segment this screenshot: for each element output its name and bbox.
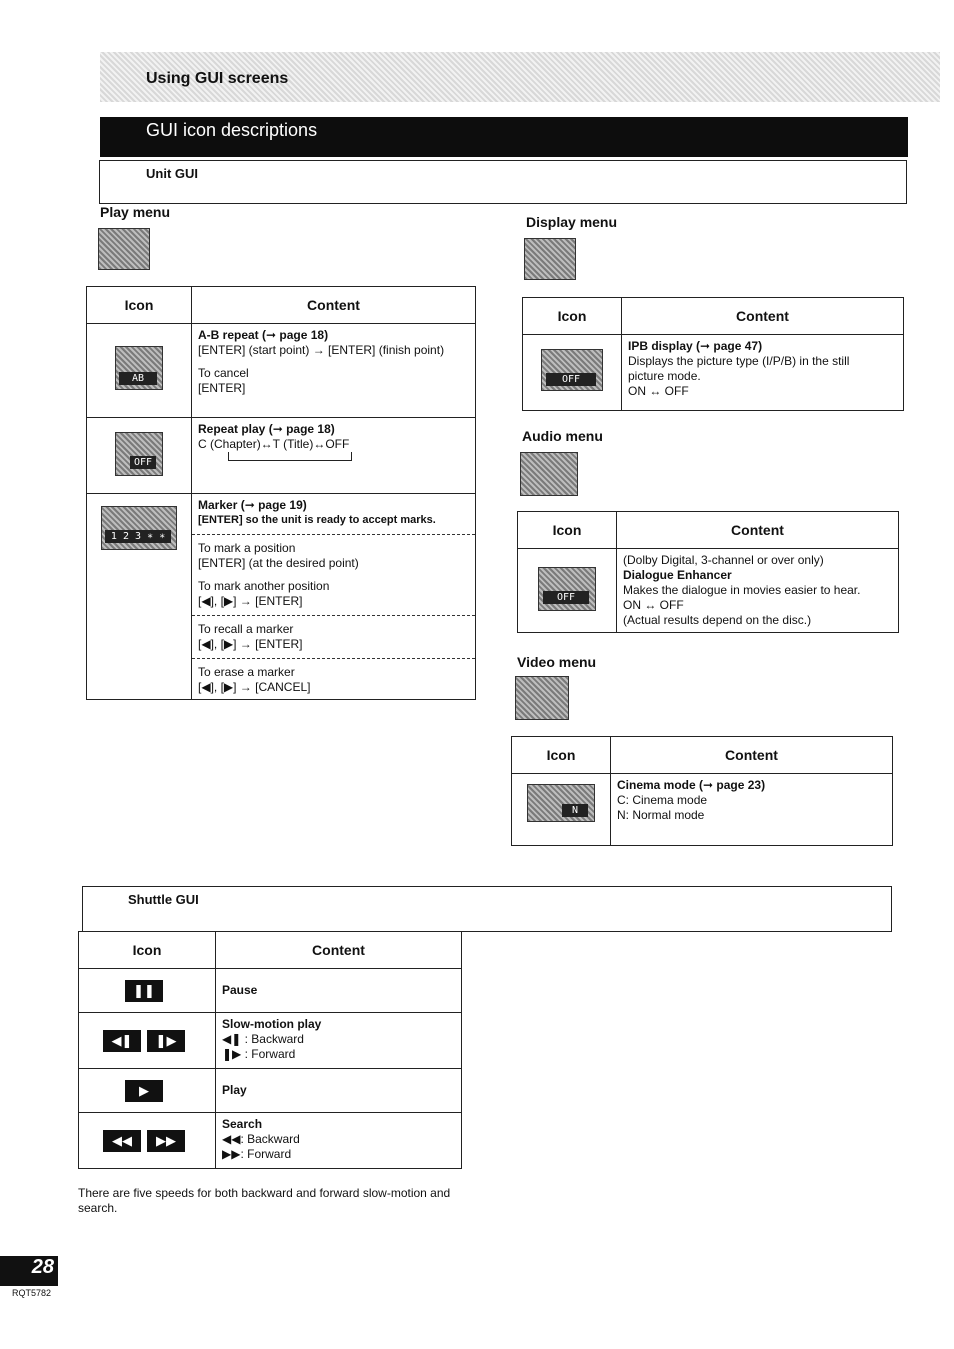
- fast-forward-icon: ▶▶: [147, 1130, 185, 1152]
- row-line: (Dolby Digital, 3-channel or over only): [623, 553, 824, 567]
- audio-menu-icon: [520, 452, 578, 496]
- content-cell: [192, 324, 476, 418]
- step-key: [◀], [▶] → [ENTER]: [198, 594, 303, 608]
- section-title: GUI icon descriptions: [146, 120, 318, 140]
- play-menu-icon: [98, 228, 150, 270]
- row-line: picture mode.: [628, 369, 701, 383]
- pause-icon: ❚❚: [125, 980, 163, 1002]
- slow-backward-icon: ◀❚: [103, 1030, 141, 1052]
- row-line: C (Chapter)↔T (Title)↔OFF: [198, 437, 350, 451]
- step-label: To mark a position: [198, 541, 296, 555]
- display-menu-table: [522, 297, 904, 411]
- row-line: (Actual results depend on the disc.): [623, 613, 812, 627]
- row-line: Makes the dialogue in movies easier to hear.: [623, 583, 861, 597]
- row-line: [ENTER]: [198, 381, 246, 395]
- ab-repeat-icon: [115, 346, 163, 390]
- repeat-play-icon: [115, 432, 163, 476]
- icon-cell: [79, 1069, 216, 1113]
- slow-forward-icon: ❚▶: [147, 1030, 185, 1052]
- content-header: Content: [216, 932, 462, 969]
- row-title: Pause: [222, 983, 258, 997]
- row-line: C: Cinema mode: [617, 793, 708, 807]
- step-key: [◀], [▶] → [ENTER]: [198, 637, 303, 651]
- content-cell: [617, 549, 899, 633]
- content-header: Content: [622, 298, 904, 335]
- video-menu-icon: [515, 676, 569, 720]
- step-label: To recall a marker: [198, 622, 294, 636]
- icon-cell: [79, 1013, 216, 1069]
- icon-header: Icon: [87, 287, 192, 324]
- page-number: 28: [0, 1256, 58, 1286]
- play-menu-title: Play menu: [100, 204, 171, 220]
- loop-bracket: [228, 452, 352, 461]
- content-cell: [216, 969, 462, 1013]
- row-title: IPB display (➞ page 47): [628, 339, 763, 353]
- icon-cell: [518, 549, 617, 633]
- ipb-display-icon: [541, 349, 603, 391]
- marker-chip: 1 2 3 ∗ ∗: [105, 530, 171, 543]
- cinema-mode-icon: [527, 784, 595, 822]
- ab-chip: AB: [119, 372, 157, 385]
- row-line: N: Normal mode: [617, 808, 705, 822]
- dialogue-enhancer-icon: [538, 567, 596, 611]
- off-chip: OFF: [543, 591, 589, 604]
- model-code: RQT5782: [12, 1288, 52, 1298]
- row-line: [ENTER] (start point) → [ENTER] (finish point): [198, 343, 445, 357]
- row-title: Repeat play (➞ page 18): [198, 422, 335, 436]
- row-title: Search: [222, 1117, 263, 1131]
- row-line: ◀◀: Backward: [222, 1132, 300, 1146]
- row-title: Play: [222, 1083, 247, 1097]
- step-key: [◀], [▶] → [CANCEL]: [198, 680, 311, 694]
- footnote: There are five speeds for both backward and forward slow-motion and search.: [78, 1186, 451, 1215]
- icon-cell: [87, 494, 192, 700]
- content-cell: [192, 494, 476, 700]
- shuttle-gui-label: Shuttle GUI: [128, 892, 199, 907]
- step-label: To mark another position: [198, 579, 330, 593]
- video-menu-title: Video menu: [517, 654, 597, 670]
- content-cell: [216, 1113, 462, 1169]
- header-title: Using GUI screens: [146, 70, 289, 87]
- row-title: Cinema mode (➞ page 23): [617, 778, 766, 792]
- content-cell: [622, 335, 904, 411]
- icon-header: Icon: [523, 298, 622, 335]
- display-menu-title: Display menu: [526, 214, 618, 230]
- n-chip: N: [562, 804, 588, 817]
- row-line: To cancel: [198, 366, 249, 380]
- display-menu-icon: [524, 238, 576, 280]
- row-line: ❚▶ : Forward: [222, 1047, 296, 1061]
- play-menu-table: [86, 286, 476, 700]
- row-title: Dialogue Enhancer: [623, 568, 732, 582]
- icon-header: Icon: [518, 512, 617, 549]
- row-title: Marker (➞ page 19): [198, 498, 307, 512]
- content-cell: [611, 774, 893, 846]
- icon-cell: [87, 418, 192, 494]
- row-line: ◀❚ : Backward: [222, 1032, 304, 1046]
- content-cell: [216, 1069, 462, 1113]
- shuttle-gui-bar: [82, 886, 892, 932]
- content-header: Content: [192, 287, 476, 324]
- step-key: [ENTER] (at the desired point): [198, 556, 359, 570]
- row-line: Displays the picture type (I/P/B) in the still: [628, 354, 850, 368]
- row-title: Slow-motion play: [222, 1017, 322, 1031]
- icon-cell: [87, 324, 192, 418]
- icon-header: Icon: [512, 737, 611, 774]
- off-chip: OFF: [130, 456, 156, 469]
- marker-icon: [101, 506, 177, 550]
- video-menu-table: [511, 736, 893, 846]
- content-cell: [216, 1013, 462, 1069]
- play-icon: ▶: [125, 1080, 163, 1102]
- icon-cell: [79, 1113, 216, 1169]
- row-line: ▶▶: Forward: [222, 1147, 292, 1161]
- unit-gui-bar: [99, 160, 907, 204]
- off-chip: OFF: [546, 373, 596, 386]
- step-label: To erase a marker: [198, 665, 295, 679]
- content-cell: [192, 418, 476, 494]
- icon-cell: [523, 335, 622, 411]
- icon-cell: [79, 969, 216, 1013]
- rewind-icon: ◀◀: [103, 1130, 141, 1152]
- shuttle-gui-table: [78, 931, 462, 1169]
- icon-cell: [512, 774, 611, 846]
- row-title: A-B repeat (➞ page 18): [198, 328, 329, 342]
- audio-menu-table: [517, 511, 899, 633]
- row-subtitle: [ENTER] so the unit is ready to accept marks.: [198, 514, 436, 526]
- unit-gui-label: Unit GUI: [146, 166, 198, 181]
- content-header: Content: [611, 737, 893, 774]
- row-line: ON ↔ OFF: [628, 384, 689, 398]
- row-line: ON ↔ OFF: [623, 598, 684, 612]
- audio-menu-title: Audio menu: [522, 428, 603, 444]
- icon-header: Icon: [79, 932, 216, 969]
- content-header: Content: [617, 512, 899, 549]
